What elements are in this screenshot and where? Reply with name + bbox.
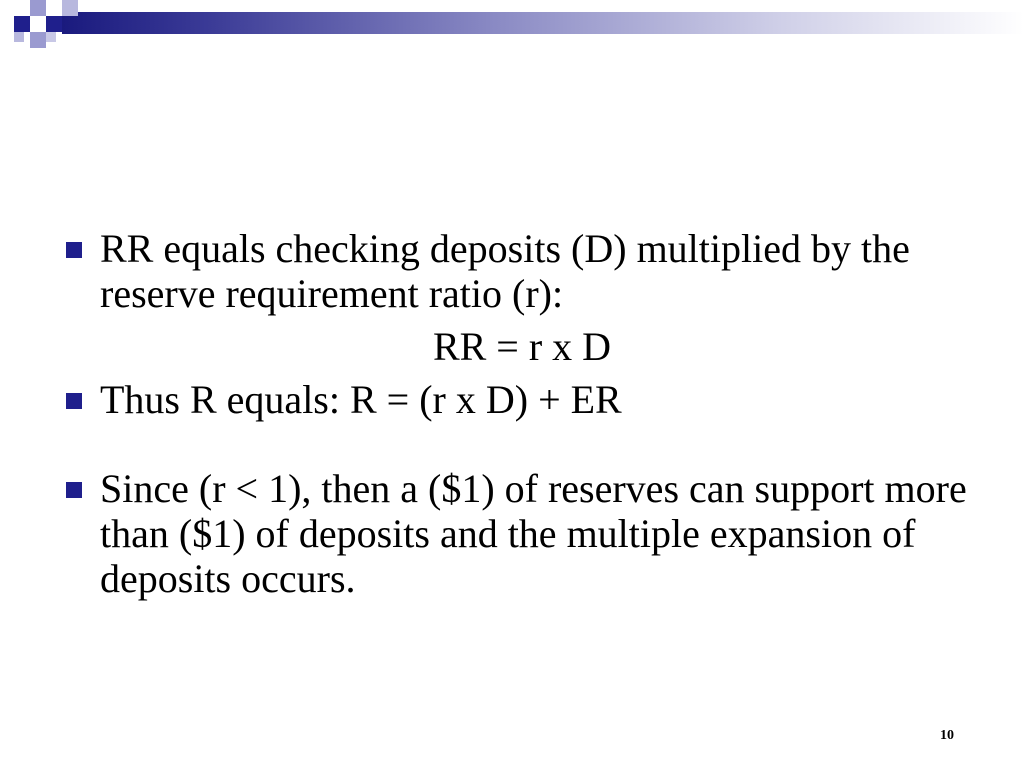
header-square-icon [30, 32, 46, 48]
slide-body [62, 226, 972, 601]
bullet-text: RR equals checking deposits (D) multiplied by the reserve requirement ratio (r): [100, 226, 910, 316]
square-bullet-icon [66, 393, 82, 409]
bullet-text: Since (r < 1), then a ($1) of reserves can support more than ($1) of deposits and the multiple expansion of deposits occurs. [100, 466, 967, 601]
bullet-item [62, 466, 972, 601]
bullet-item [62, 377, 972, 422]
page-number: 10 [940, 728, 954, 743]
bullet-text: Thus R equals: R = (r x D) + ER [100, 377, 622, 422]
header-square-icon [14, 32, 24, 42]
header-square-icon [14, 16, 30, 32]
header-square-icon [62, 0, 78, 16]
header-gradient-bar [62, 12, 1024, 34]
square-bullet-icon [66, 242, 82, 258]
square-bullet-icon [66, 482, 82, 498]
header-square-icon [46, 32, 56, 42]
formula: RR = r x D [432, 324, 612, 369]
header-square-icon [46, 16, 62, 32]
bullet-item [62, 226, 972, 316]
header-square-icon [30, 0, 46, 16]
header-decoration [0, 0, 1024, 64]
spacer [62, 422, 972, 466]
